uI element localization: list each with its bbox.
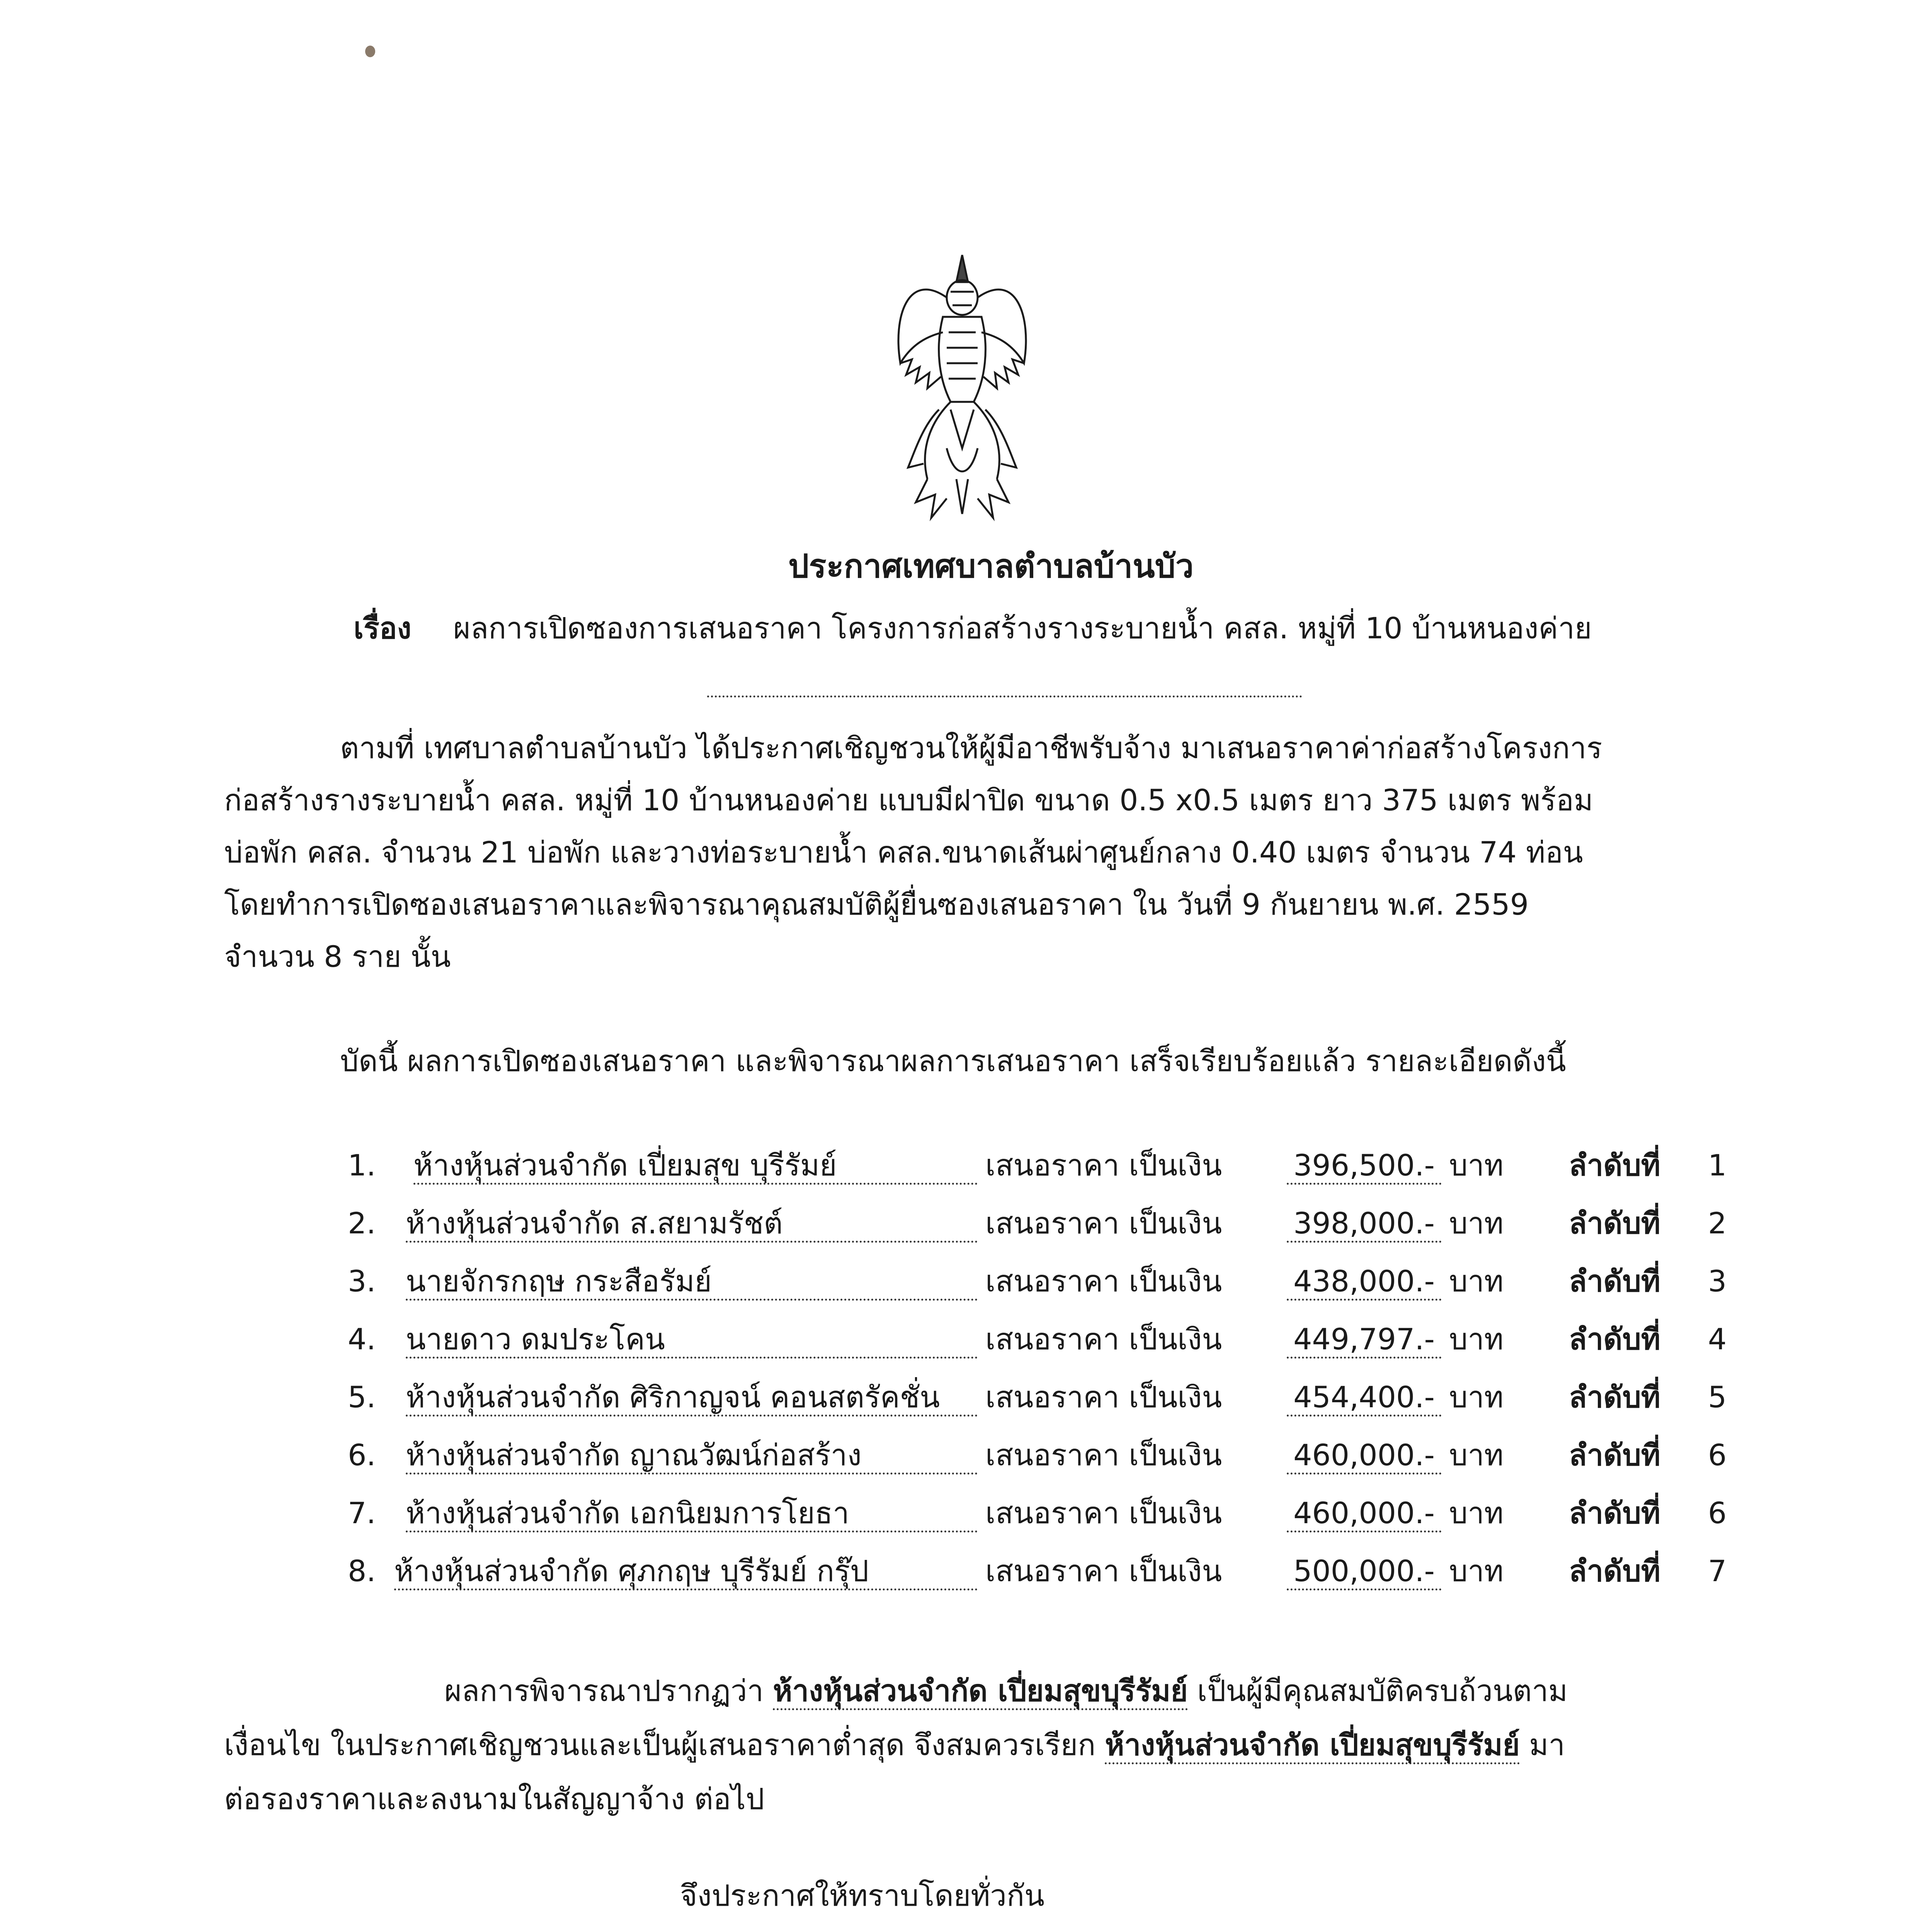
- bid-number: 2.: [348, 1206, 376, 1240]
- bid-amount: 460,000.-: [1287, 1495, 1441, 1532]
- currency-unit: บาท: [1449, 1438, 1504, 1472]
- intro-line-3: บ่อพัก คสล. จำนวน 21 บ่อพัก และวางท่อระบายน้ำ คสล.ขนาดเส้นผ่าศูนย์กลาง 0.40 เมตร จำนวน 74 ท่อน: [224, 835, 1583, 869]
- currency-unit: บาท: [1449, 1264, 1504, 1298]
- currency-unit: บาท: [1449, 1496, 1504, 1530]
- garuda-emblem: [885, 247, 1039, 526]
- intro-line-1: ตามที่ เทศบาลตำบลบ้านบัว ได้ประกาศเชิญชวนให้ผู้มีอาชีพรับจ้าง มาเสนอราคาค่าก่อสร้างโครงการ: [340, 731, 1602, 765]
- offer-label: เสนอราคา เป็นเงิน: [985, 1206, 1222, 1240]
- conclusion-text: ผลการพิจารณาปรากฏว่า: [444, 1673, 764, 1708]
- rank-label: ลำดับที่: [1569, 1554, 1660, 1588]
- bidder-name: ห้างหุ้นส่วนจำกัด เปี่ยมสุข บุรีรัมย์: [413, 1148, 978, 1185]
- bid-number: 6.: [348, 1438, 376, 1472]
- rank-label: ลำดับที่: [1569, 1206, 1660, 1240]
- subject-label: เรื่อง: [354, 611, 412, 645]
- subject-line: [354, 611, 1592, 646]
- rank-label: ลำดับที่: [1569, 1148, 1660, 1182]
- conclusion-line-3: ต่อรองราคาและลงนามในสัญญาจ้าง ต่อไป: [224, 1782, 764, 1816]
- winner-name: ห้างหุ้นส่วนจำกัด เปี่ยมสุขบุรีรัมย์: [773, 1673, 1188, 1710]
- page-title: ประกาศเทศบาลตำบลบ้านบัว: [788, 547, 1194, 585]
- rank-label: ลำดับที่: [1569, 1438, 1660, 1472]
- bid-number: 8.: [348, 1554, 376, 1588]
- result-intro: บัดนี้ ผลการเปิดซองเสนอราคา และพิจารณาผลการเสนอราคา เสร็จเรียบร้อยแล้ว รายละเอียดดังนี้: [340, 1044, 1566, 1078]
- intro-line-5: จำนวน 8 ราย นั้น: [224, 939, 451, 974]
- bid-amount: 398,000.-: [1287, 1206, 1441, 1243]
- currency-unit: บาท: [1449, 1206, 1504, 1240]
- bidder-name: นายจักรกฤษ กระสือรัมย์: [406, 1264, 978, 1301]
- subject-underline: [707, 692, 1302, 697]
- announcement: จึงประกาศให้ทราบโดยทั่วกัน: [680, 1878, 1044, 1913]
- offer-label: เสนอราคา เป็นเงิน: [985, 1264, 1222, 1298]
- offer-label: เสนอราคา เป็นเงิน: [985, 1554, 1222, 1588]
- bid-amount: 460,000.-: [1287, 1437, 1441, 1475]
- rank-value: 1: [1708, 1148, 1727, 1182]
- currency-unit: บาท: [1449, 1148, 1504, 1182]
- currency-unit: บาท: [1449, 1322, 1504, 1356]
- bid-amount: 438,000.-: [1287, 1264, 1441, 1301]
- currency-unit: บาท: [1449, 1380, 1504, 1414]
- winner-name: ห้างหุ้นส่วนจำกัด เปี่ยมสุขบุรีรัมย์: [1105, 1727, 1520, 1764]
- bid-number: 1.: [348, 1148, 376, 1182]
- currency-unit: บาท: [1449, 1554, 1504, 1588]
- conclusion-line-2: [224, 1727, 1565, 1764]
- conclusion-text: เป็นผู้มีคุณสมบัติครบถ้วนตาม: [1197, 1673, 1568, 1708]
- rank-label: ลำดับที่: [1569, 1264, 1660, 1298]
- rank-value: 7: [1708, 1554, 1727, 1588]
- rank-value: 2: [1708, 1206, 1727, 1240]
- bidder-name: ห้างหุ้นส่วนจำกัด ศิริกาญจน์ คอนสตรัคชั่น: [406, 1379, 978, 1417]
- intro-line-2: ก่อสร้างรางระบายน้ำ คสล. หมู่ที่ 10 บ้านหนองค่าย แบบมีฝาปิด ขนาด 0.5 x0.5 เมตร ยาว 375 เมตร พร้อม: [224, 783, 1593, 817]
- bid-number: 5.: [348, 1380, 376, 1414]
- bidder-name: ห้างหุ้นส่วนจำกัด ศุภกฤษ บุรีรัมย์ กรุ๊ป: [394, 1553, 978, 1590]
- bid-number: 7.: [348, 1496, 376, 1530]
- conclusion-text: เงื่อนไข ในประกาศเชิญชวนและเป็นผู้เสนอราคาต่ำสุด จึงสมควรเรียก: [224, 1728, 1096, 1762]
- rank-value: 4: [1708, 1322, 1727, 1356]
- rank-value: 6: [1708, 1438, 1727, 1472]
- bidder-name: นายดาว ดมประโคน: [406, 1321, 978, 1359]
- rank-value: 5: [1708, 1380, 1727, 1414]
- offer-label: เสนอราคา เป็นเงิน: [985, 1322, 1222, 1356]
- bid-number: 3.: [348, 1264, 376, 1298]
- intro-line-4: โดยทำการเปิดซองเสนอราคาและพิจารณาคุณสมบัติผู้ยื่นซองเสนอราคา ใน วันที่ 9 กันยายน พ.ศ. 2559: [224, 887, 1529, 922]
- offer-label: เสนอราคา เป็นเงิน: [985, 1148, 1222, 1182]
- bidder-name: ห้างหุ้นส่วนจำกัด ญาณวัฒน์ก่อสร้าง: [406, 1437, 978, 1475]
- subject-text: ผลการเปิดซองการเสนอราคา โครงการก่อสร้างรางระบายน้ำ คสล. หมู่ที่ 10 บ้านหนองค่าย: [453, 611, 1592, 645]
- bid-amount: 449,797.-: [1287, 1321, 1441, 1359]
- rank-value: 3: [1708, 1264, 1727, 1298]
- rank-label: ลำดับที่: [1569, 1322, 1660, 1356]
- bidder-name: ห้างหุ้นส่วนจำกัด เอกนิยมการโยธา: [406, 1495, 978, 1532]
- offer-label: เสนอราคา เป็นเงิน: [985, 1380, 1222, 1414]
- rank-value: 6: [1708, 1496, 1727, 1530]
- bid-amount: 396,500.-: [1287, 1148, 1441, 1185]
- rank-label: ลำดับที่: [1569, 1380, 1660, 1414]
- offer-label: เสนอราคา เป็นเงิน: [985, 1438, 1222, 1472]
- rank-label: ลำดับที่: [1569, 1496, 1660, 1530]
- bid-amount: 500,000.-: [1287, 1553, 1441, 1590]
- bid-number: 4.: [348, 1322, 376, 1356]
- bidder-name: ห้างหุ้นส่วนจำกัด ส.สยามรัชต์: [406, 1206, 978, 1243]
- offer-label: เสนอราคา เป็นเงิน: [985, 1496, 1222, 1530]
- conclusion-text: มา: [1529, 1728, 1565, 1762]
- paper-speck: [365, 46, 375, 57]
- conclusion-line-1: [444, 1673, 1568, 1710]
- bid-amount: 454,400.-: [1287, 1379, 1441, 1417]
